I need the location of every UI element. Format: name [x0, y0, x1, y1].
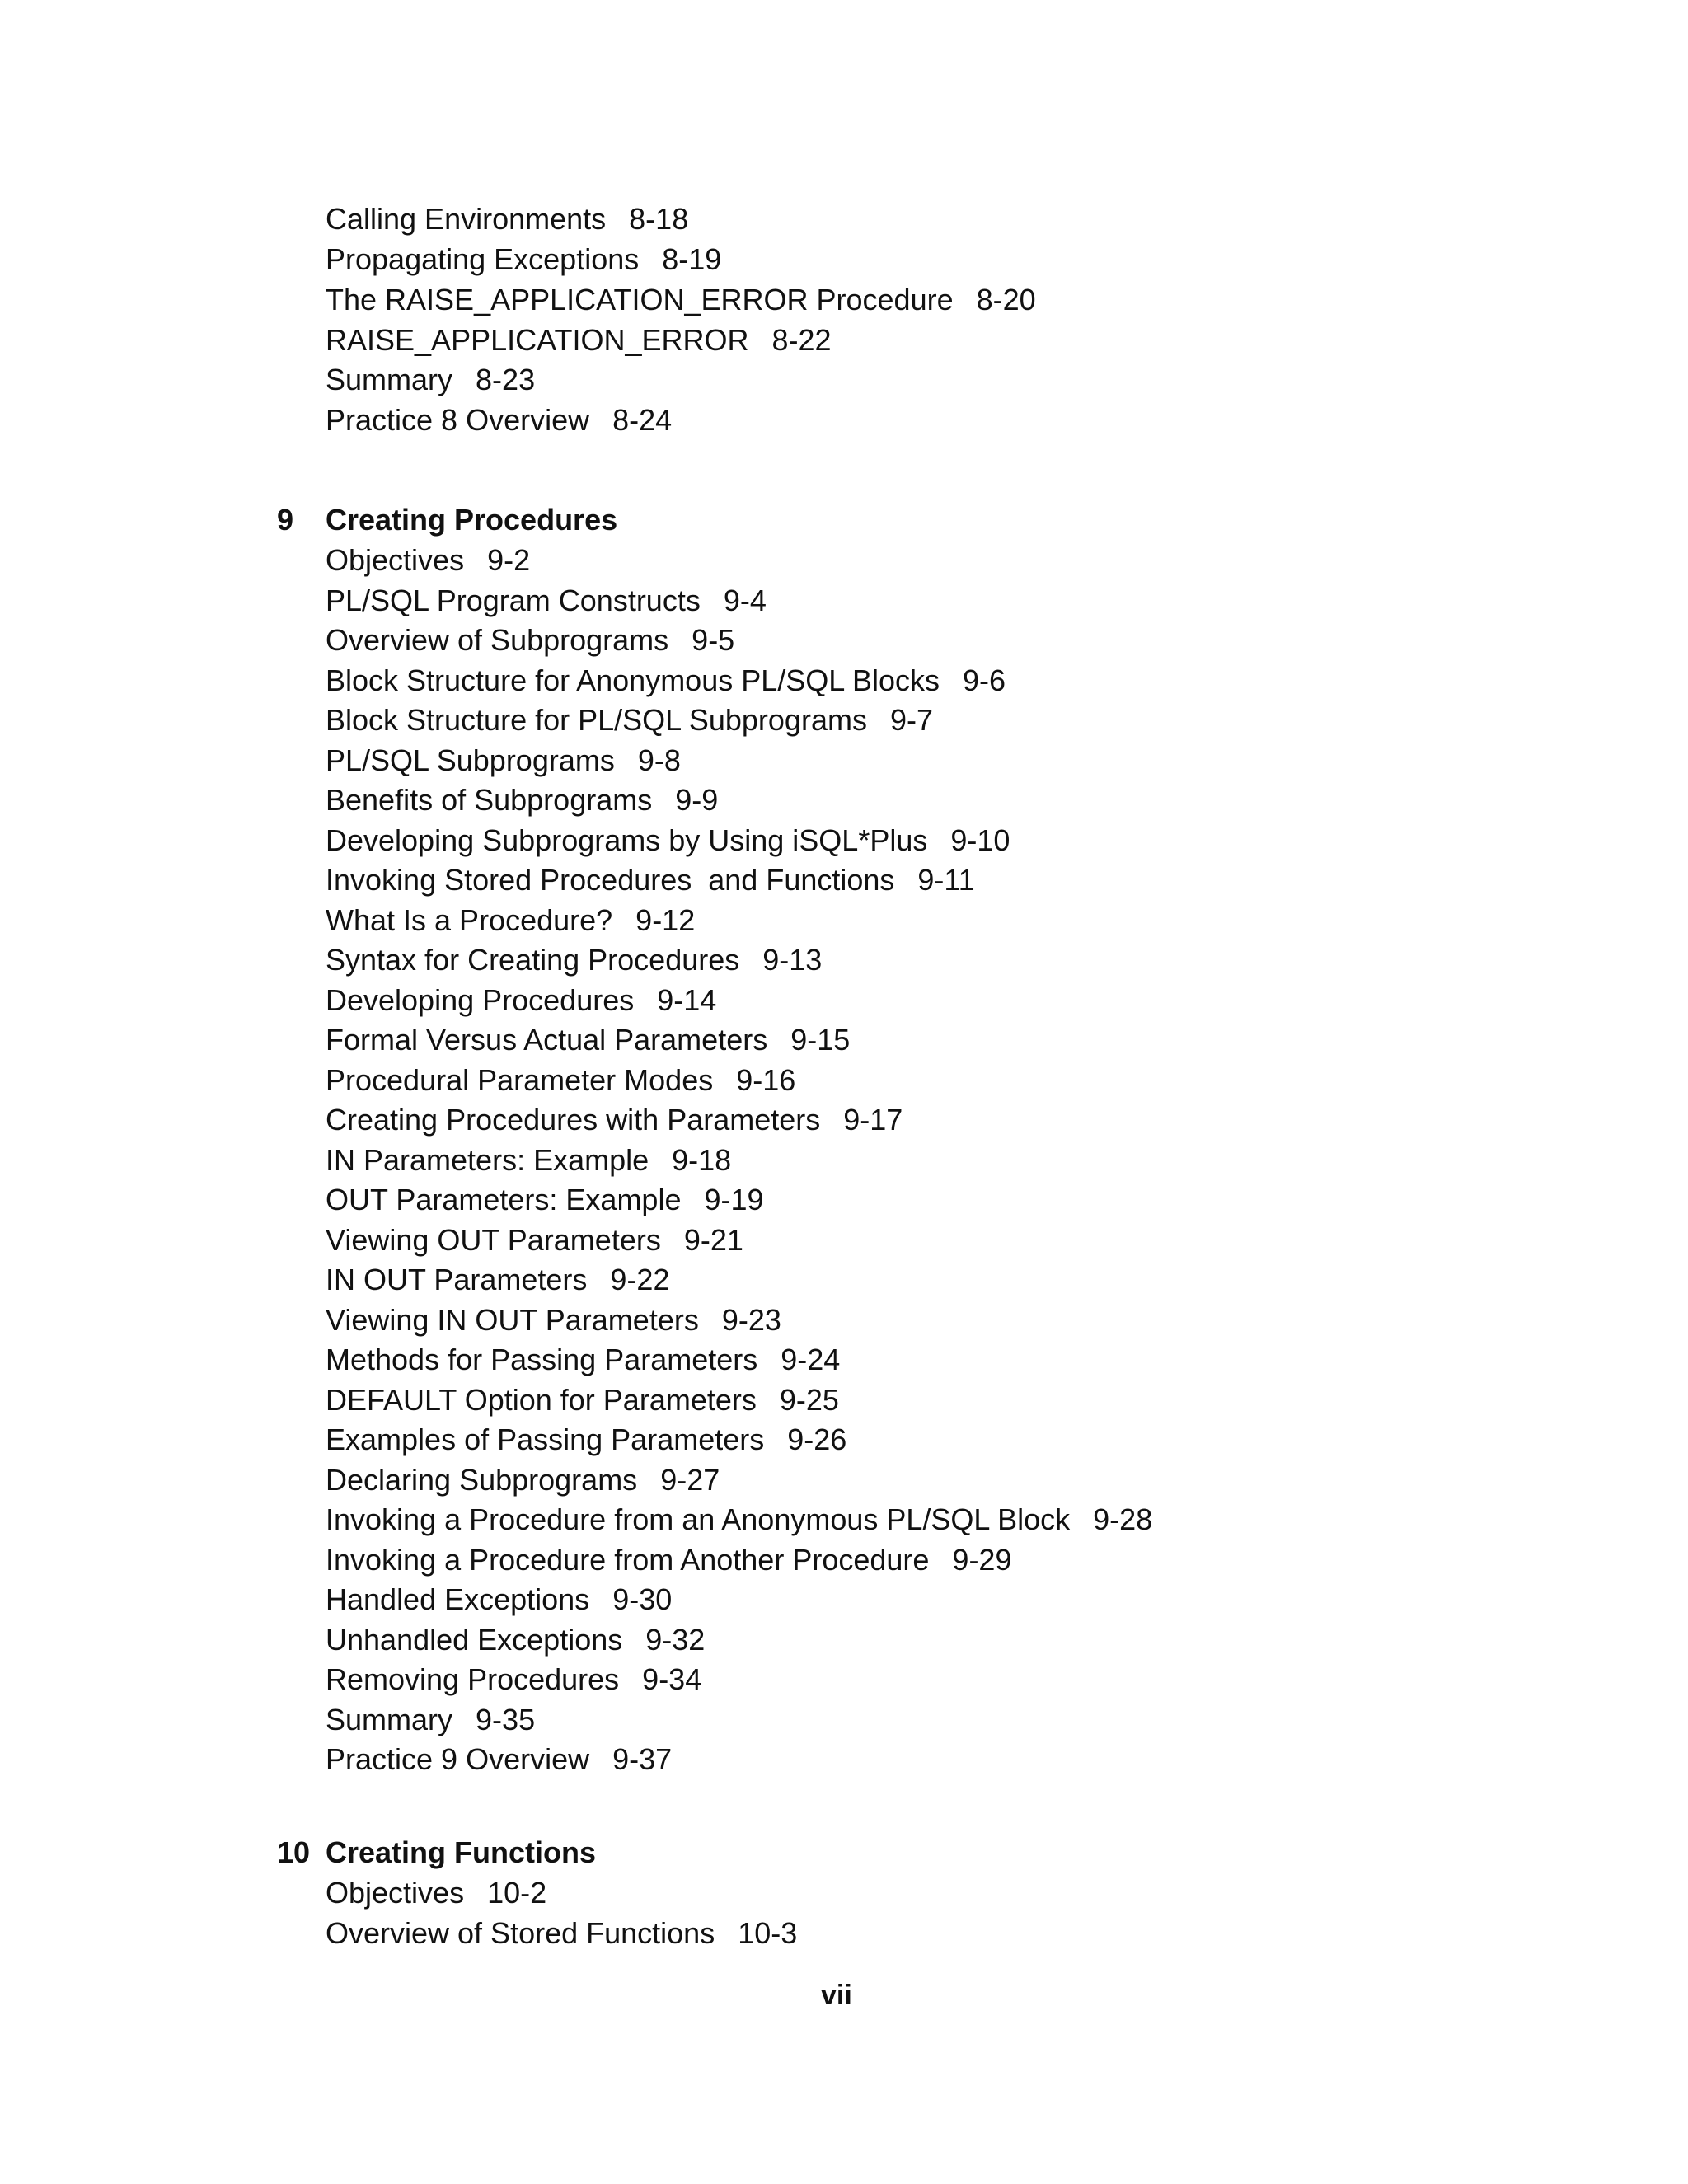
entry-title: Invoking a Procedure from an Anonymous PL/SQL Block [326, 1502, 1071, 1536]
entry-page: 9-19 [704, 1183, 764, 1216]
entry-page: 9-12 [635, 902, 696, 937]
toc-entry [326, 240, 721, 279]
entry-title: Overview of Subprograms [326, 623, 669, 657]
entry-title: Summary [326, 363, 453, 396]
toc-entry [326, 1914, 797, 1953]
chapter-heading [0, 500, 1688, 540]
entry-page: 9-23 [721, 1302, 781, 1337]
entry-page: 9-21 [683, 1222, 743, 1257]
entry-page: 9-26 [787, 1422, 847, 1456]
entry-title: Formal Versus Actual Parameters [326, 1023, 768, 1057]
entry-page: 9-25 [779, 1382, 839, 1417]
toc-entry [326, 701, 933, 740]
entry-title: Calling Environments [326, 202, 607, 236]
entry-title: What Is a Procedure? [326, 902, 613, 937]
entry-title: Handled Exceptions [326, 1582, 590, 1616]
entry-page: 9-9 [675, 783, 719, 817]
entry-title: Block Structure for PL/SQL Subprograms [326, 703, 867, 737]
entry-title: DEFAULT Option for Parameters [326, 1382, 757, 1417]
toc-entry [326, 581, 767, 621]
entry-title: Propagating Exceptions [326, 242, 640, 276]
entry-page: 9-29 [952, 1542, 1012, 1577]
entry-page: 9-30 [612, 1582, 673, 1616]
toc-entry [326, 1260, 669, 1300]
toc-entry [326, 780, 718, 820]
chapter-heading [0, 1833, 1688, 1872]
entry-page: 9-28 [1093, 1502, 1153, 1536]
toc-entry [326, 661, 1006, 701]
entry-title: Developing Procedures [326, 982, 635, 1017]
page-number: vii [821, 1980, 852, 2011]
toc-entry [326, 1221, 743, 1260]
toc-entry [326, 1740, 672, 1779]
entry-title: Objectives [326, 1876, 465, 1910]
toc-entry [326, 821, 1010, 860]
toc-entry [326, 1100, 903, 1140]
entry-page: 9-5 [692, 623, 735, 657]
entry-page: 9-6 [963, 663, 1006, 697]
toc-entry [326, 860, 975, 900]
toc-entry [326, 1580, 672, 1619]
toc-entry [326, 1620, 705, 1660]
entry-title: Syntax for Creating Procedures [326, 943, 740, 977]
entry-title: Unhandled Exceptions [326, 1622, 623, 1657]
entry-title: Overview of Stored Functions [326, 1915, 715, 1950]
entry-title: Examples of Passing Parameters [326, 1422, 765, 1456]
entry-title: Procedural Parameter Modes [326, 1062, 714, 1097]
entry-title: PL/SQL Program Constructs [326, 583, 701, 617]
toc-entry [326, 1061, 795, 1100]
toc-entry [326, 1420, 846, 1460]
toc-entry [326, 199, 688, 239]
entry-page: 8-23 [476, 363, 536, 396]
entry-page: 9-34 [642, 1662, 702, 1696]
entry-page: 8-18 [629, 202, 689, 236]
entry-page: 10-3 [738, 1915, 798, 1950]
toc-entry [326, 541, 530, 580]
toc-entry [326, 1500, 1152, 1540]
entry-page: 9-24 [781, 1343, 841, 1376]
toc-entry [326, 901, 695, 940]
entry-title: Practice 9 Overview [326, 1742, 590, 1776]
entry-page: 9-16 [736, 1062, 796, 1097]
toc-entry [326, 321, 832, 360]
toc-entry [326, 1660, 701, 1699]
entry-title: Methods for Passing Parameters [326, 1343, 758, 1376]
entry-title: Block Structure for Anonymous PL/SQL Blocks [326, 663, 940, 697]
toc-entry [326, 360, 535, 400]
entry-title: Invoking Stored Procedures and Functions [326, 863, 895, 897]
entry-page: 8-24 [612, 403, 673, 437]
entry-title: Viewing OUT Parameters [326, 1222, 661, 1257]
entry-page: 10-2 [487, 1876, 547, 1910]
entry-page: 9-17 [843, 1103, 903, 1137]
entry-page: 9-18 [672, 1142, 732, 1177]
entry-title: IN Parameters: Example [326, 1142, 649, 1177]
chapter-title: Creating Procedures [326, 503, 618, 537]
entry-page: 9-11 [917, 863, 975, 897]
entry-page: 9-37 [612, 1742, 673, 1776]
chapter-number: 10 [277, 1835, 311, 1869]
toc-entry [326, 1301, 781, 1340]
entry-page: 9-32 [645, 1622, 706, 1657]
entry-page: 8-20 [976, 283, 1036, 316]
entry-title: Creating Procedures with Parameters [326, 1103, 821, 1137]
entry-title: OUT Parameters: Example [326, 1183, 682, 1216]
entry-page: 9-2 [487, 543, 531, 577]
entry-title: IN OUT Parameters [326, 1263, 588, 1296]
entry-page: 9-27 [660, 1462, 720, 1497]
entry-page: 9-4 [723, 583, 767, 617]
entry-title: Developing Subprograms by Using iSQL*Plus [326, 823, 928, 857]
entry-title: PL/SQL Subprograms [326, 743, 615, 777]
entry-title: Invoking a Procedure from Another Procedure [326, 1542, 930, 1577]
entry-page: 9-13 [762, 943, 823, 977]
entry-page: 9-15 [790, 1023, 851, 1057]
toc-entry [326, 1340, 840, 1380]
toc-entry [326, 1380, 839, 1420]
toc-entry [326, 1180, 764, 1220]
entry-page: 9-10 [950, 823, 1010, 857]
entry-page: 9-22 [610, 1263, 670, 1296]
entry-page: 9-8 [637, 743, 681, 777]
toc-entry [326, 741, 681, 780]
entry-page: 9-7 [889, 703, 933, 737]
entry-title: Viewing IN OUT Parameters [326, 1302, 699, 1337]
entry-title: Practice 8 Overview [326, 403, 590, 437]
entry-page: 9-35 [476, 1702, 536, 1736]
toc-entry [326, 401, 672, 440]
toc-entry [326, 981, 716, 1020]
entry-title: Declaring Subprograms [326, 1462, 638, 1497]
entry-title: RAISE_APPLICATION_ERROR [326, 323, 749, 357]
entry-page: 8-22 [771, 323, 832, 357]
toc-entry [326, 1873, 546, 1913]
entry-title: The RAISE_APPLICATION_ERROR Procedure [326, 283, 954, 316]
toc-entry [326, 1020, 850, 1060]
toc-entry [326, 1141, 731, 1180]
entry-title: Benefits of Subprograms [326, 783, 653, 817]
entry-page: 9-14 [657, 982, 717, 1017]
entry-title: Summary [326, 1702, 453, 1736]
entry-title: Objectives [326, 543, 465, 577]
toc-entry [326, 1460, 720, 1500]
toc-entry [326, 280, 1036, 320]
chapter-title: Creating Functions [326, 1835, 597, 1869]
entry-title: Removing Procedures [326, 1662, 620, 1696]
toc-entry [326, 940, 822, 980]
toc-entry [326, 1540, 1011, 1580]
toc-entry [326, 1700, 535, 1740]
chapter-number: 9 [277, 503, 294, 537]
toc-entry [326, 621, 734, 660]
entry-page: 8-19 [662, 242, 722, 276]
